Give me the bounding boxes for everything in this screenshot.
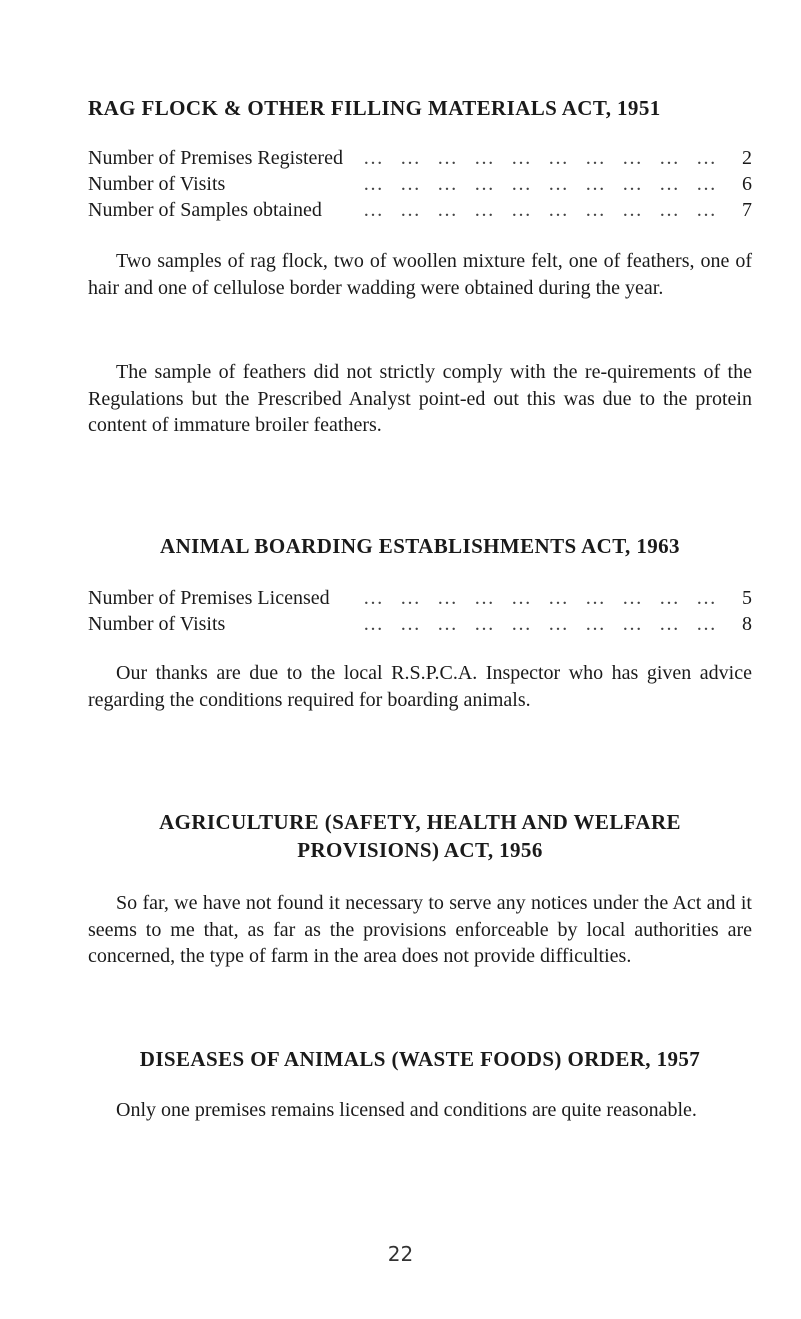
rag-flock-paragraph-samples: Two samples of rag flock, two of woollen mixture felt, one of feathers, one of hair and one of cellulose border wadding were obtained during the year. bbox=[88, 250, 752, 299]
leader-dots: … … … … … … … … … … bbox=[363, 587, 722, 609]
animal-boarding-stats bbox=[88, 585, 752, 637]
leader-dots: … … … … … … … … … … bbox=[363, 613, 722, 635]
agriculture-paragraph: So far, we have not found it necessary to serve any notices under the Act and it seems to me that, as far as the provisions enforceable by local authorities are concerned, the type of farm in the area does not provide difficulties. bbox=[88, 892, 752, 967]
stat-label: Number of Premises Registered bbox=[88, 147, 343, 169]
stat-value: 2 bbox=[742, 147, 752, 169]
rag-flock-stats bbox=[88, 145, 752, 223]
page-number: 22 bbox=[387, 1242, 414, 1266]
stat-value: 8 bbox=[742, 613, 752, 635]
rag-flock-heading: RAG FLOCK & OTHER FILLING MATERIALS ACT, 1951 bbox=[88, 96, 661, 120]
leader-dots: … … … … … … … … … … bbox=[363, 199, 722, 221]
stat-value: 5 bbox=[742, 587, 752, 609]
stat-row-samples bbox=[88, 197, 752, 223]
diseases-paragraph: Only one premises remains licensed and conditions are quite reasonable. bbox=[116, 1099, 697, 1121]
leader-dots: … … … … … … … … … … bbox=[363, 173, 722, 195]
stat-label: Number of Samples obtained bbox=[88, 199, 322, 221]
leader-dots: … … … … … … … … … … bbox=[363, 147, 722, 169]
rag-flock-section bbox=[88, 94, 752, 122]
agriculture-heading-line1: AGRICULTURE (SAFETY, HEALTH AND WELFARE bbox=[159, 810, 681, 834]
stat-value: 7 bbox=[742, 199, 752, 221]
diseases-heading: DISEASES OF ANIMALS (WASTE FOODS) ORDER, 1957 bbox=[139, 1047, 701, 1071]
animal-boarding-paragraph: Our thanks are due to the local R.S.P.C.A. Inspector who has given advice regarding the conditions required for boarding animals. bbox=[88, 662, 752, 711]
stat-label: Number of Visits bbox=[88, 613, 226, 635]
animal-boarding-section bbox=[88, 532, 752, 560]
diseases-section bbox=[88, 1045, 752, 1073]
stat-row-visits bbox=[88, 611, 752, 637]
agriculture-section bbox=[88, 808, 752, 864]
animal-boarding-heading: ANIMAL BOARDING ESTABLISHMENTS ACT, 1963 bbox=[160, 534, 680, 558]
stat-row-premises-licensed bbox=[88, 585, 752, 611]
stat-label: Number of Visits bbox=[88, 173, 226, 195]
stat-row-premises-registered bbox=[88, 145, 752, 171]
stat-label: Number of Premises Licensed bbox=[88, 587, 330, 609]
stat-value: 6 bbox=[742, 173, 752, 195]
rag-flock-paragraph-feathers: The sample of feathers did not strictly comply with the re-quirements of the Regulations but the Prescribed Analyst point-ed out this was due to the protein content of immature broiler feathers. bbox=[88, 361, 752, 436]
agriculture-heading-line2: PROVISIONS) ACT, 1956 bbox=[297, 838, 543, 862]
stat-row-visits bbox=[88, 171, 752, 197]
